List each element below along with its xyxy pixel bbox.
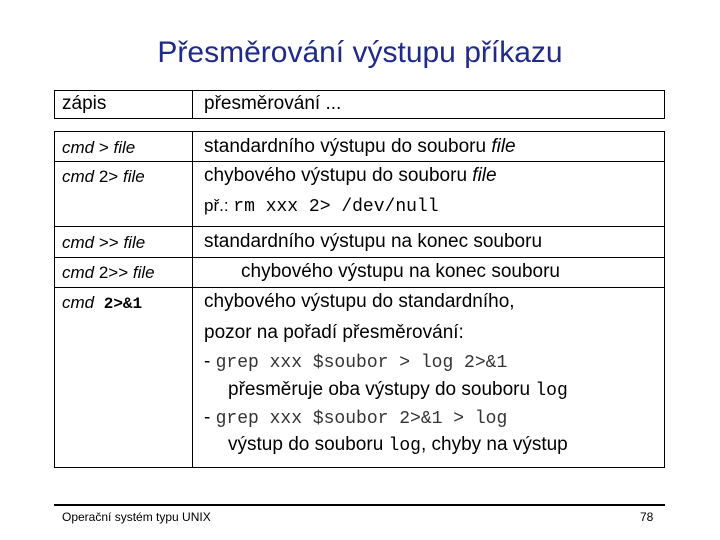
cmd: cmd bbox=[62, 138, 95, 157]
page-number: 78 bbox=[640, 510, 654, 524]
example-2 bbox=[204, 407, 507, 430]
table-row-desc: chybového výstupu na konec souboru bbox=[241, 261, 560, 282]
example-1-desc bbox=[228, 379, 568, 402]
example-2-desc bbox=[228, 434, 568, 457]
table-row-cmd bbox=[62, 232, 145, 254]
divider bbox=[54, 161, 665, 162]
file: file bbox=[122, 167, 145, 186]
operator: 2>&1 bbox=[94, 295, 143, 313]
file: file bbox=[132, 263, 155, 282]
text: přesměruje oba výstupy do souboru bbox=[228, 379, 536, 400]
file: file bbox=[123, 233, 146, 252]
code: log bbox=[535, 381, 568, 401]
file: file bbox=[113, 138, 136, 157]
table-row-desc bbox=[204, 165, 497, 187]
footer-rule bbox=[54, 504, 665, 506]
divider bbox=[54, 226, 665, 227]
header-col2: přesměrování ... bbox=[204, 93, 342, 114]
table-row-desc: standardního výstupu na konec souboru bbox=[204, 231, 543, 252]
example-code: grep xxx $soubor 2>&1 > log bbox=[215, 409, 508, 429]
example-code: rm xxx 2> /dev/null bbox=[233, 197, 439, 217]
text: výstup do souboru bbox=[228, 434, 389, 455]
divider bbox=[54, 287, 665, 288]
operator: 2>> bbox=[94, 263, 133, 282]
cmd: cmd bbox=[62, 233, 95, 252]
header-table bbox=[54, 90, 665, 119]
table-row-desc2: pozor na pořadí přesměrování: bbox=[204, 322, 464, 343]
example-label: př.: bbox=[204, 196, 234, 215]
desc: standardního výstupu do souboru bbox=[204, 136, 492, 157]
text: , chyby na výstup bbox=[420, 434, 568, 455]
cmd: cmd bbox=[62, 167, 95, 186]
desc-file: file bbox=[472, 165, 497, 186]
code: log bbox=[388, 436, 421, 456]
operator: 2> bbox=[94, 167, 123, 186]
divider bbox=[54, 257, 665, 258]
table-row-cmd bbox=[62, 137, 135, 159]
operator: >> bbox=[94, 233, 124, 252]
desc-file: file bbox=[491, 136, 516, 157]
cmd: cmd bbox=[62, 293, 95, 312]
cmd: cmd bbox=[62, 263, 95, 282]
example bbox=[204, 195, 439, 218]
dash: - bbox=[204, 351, 216, 372]
slide-title: Přesměrování výstupu příkazu bbox=[157, 36, 563, 69]
divider bbox=[192, 90, 193, 119]
example-1 bbox=[204, 351, 507, 374]
table-row-cmd bbox=[62, 292, 142, 315]
operator: > bbox=[94, 138, 114, 157]
footer-text: Operační systém typu UNIX bbox=[62, 510, 211, 524]
divider bbox=[192, 131, 193, 468]
table-row-desc bbox=[204, 136, 516, 158]
header-col1: zápis bbox=[62, 93, 107, 114]
example-code: grep xxx $soubor > log 2>&1 bbox=[215, 353, 508, 373]
desc: chybového výstupu do souboru bbox=[204, 165, 473, 186]
table-row-cmd bbox=[62, 166, 145, 188]
table-row-cmd bbox=[62, 262, 155, 284]
table-row-desc: chybového výstupu do standardního, bbox=[204, 291, 515, 312]
dash: - bbox=[204, 407, 216, 428]
